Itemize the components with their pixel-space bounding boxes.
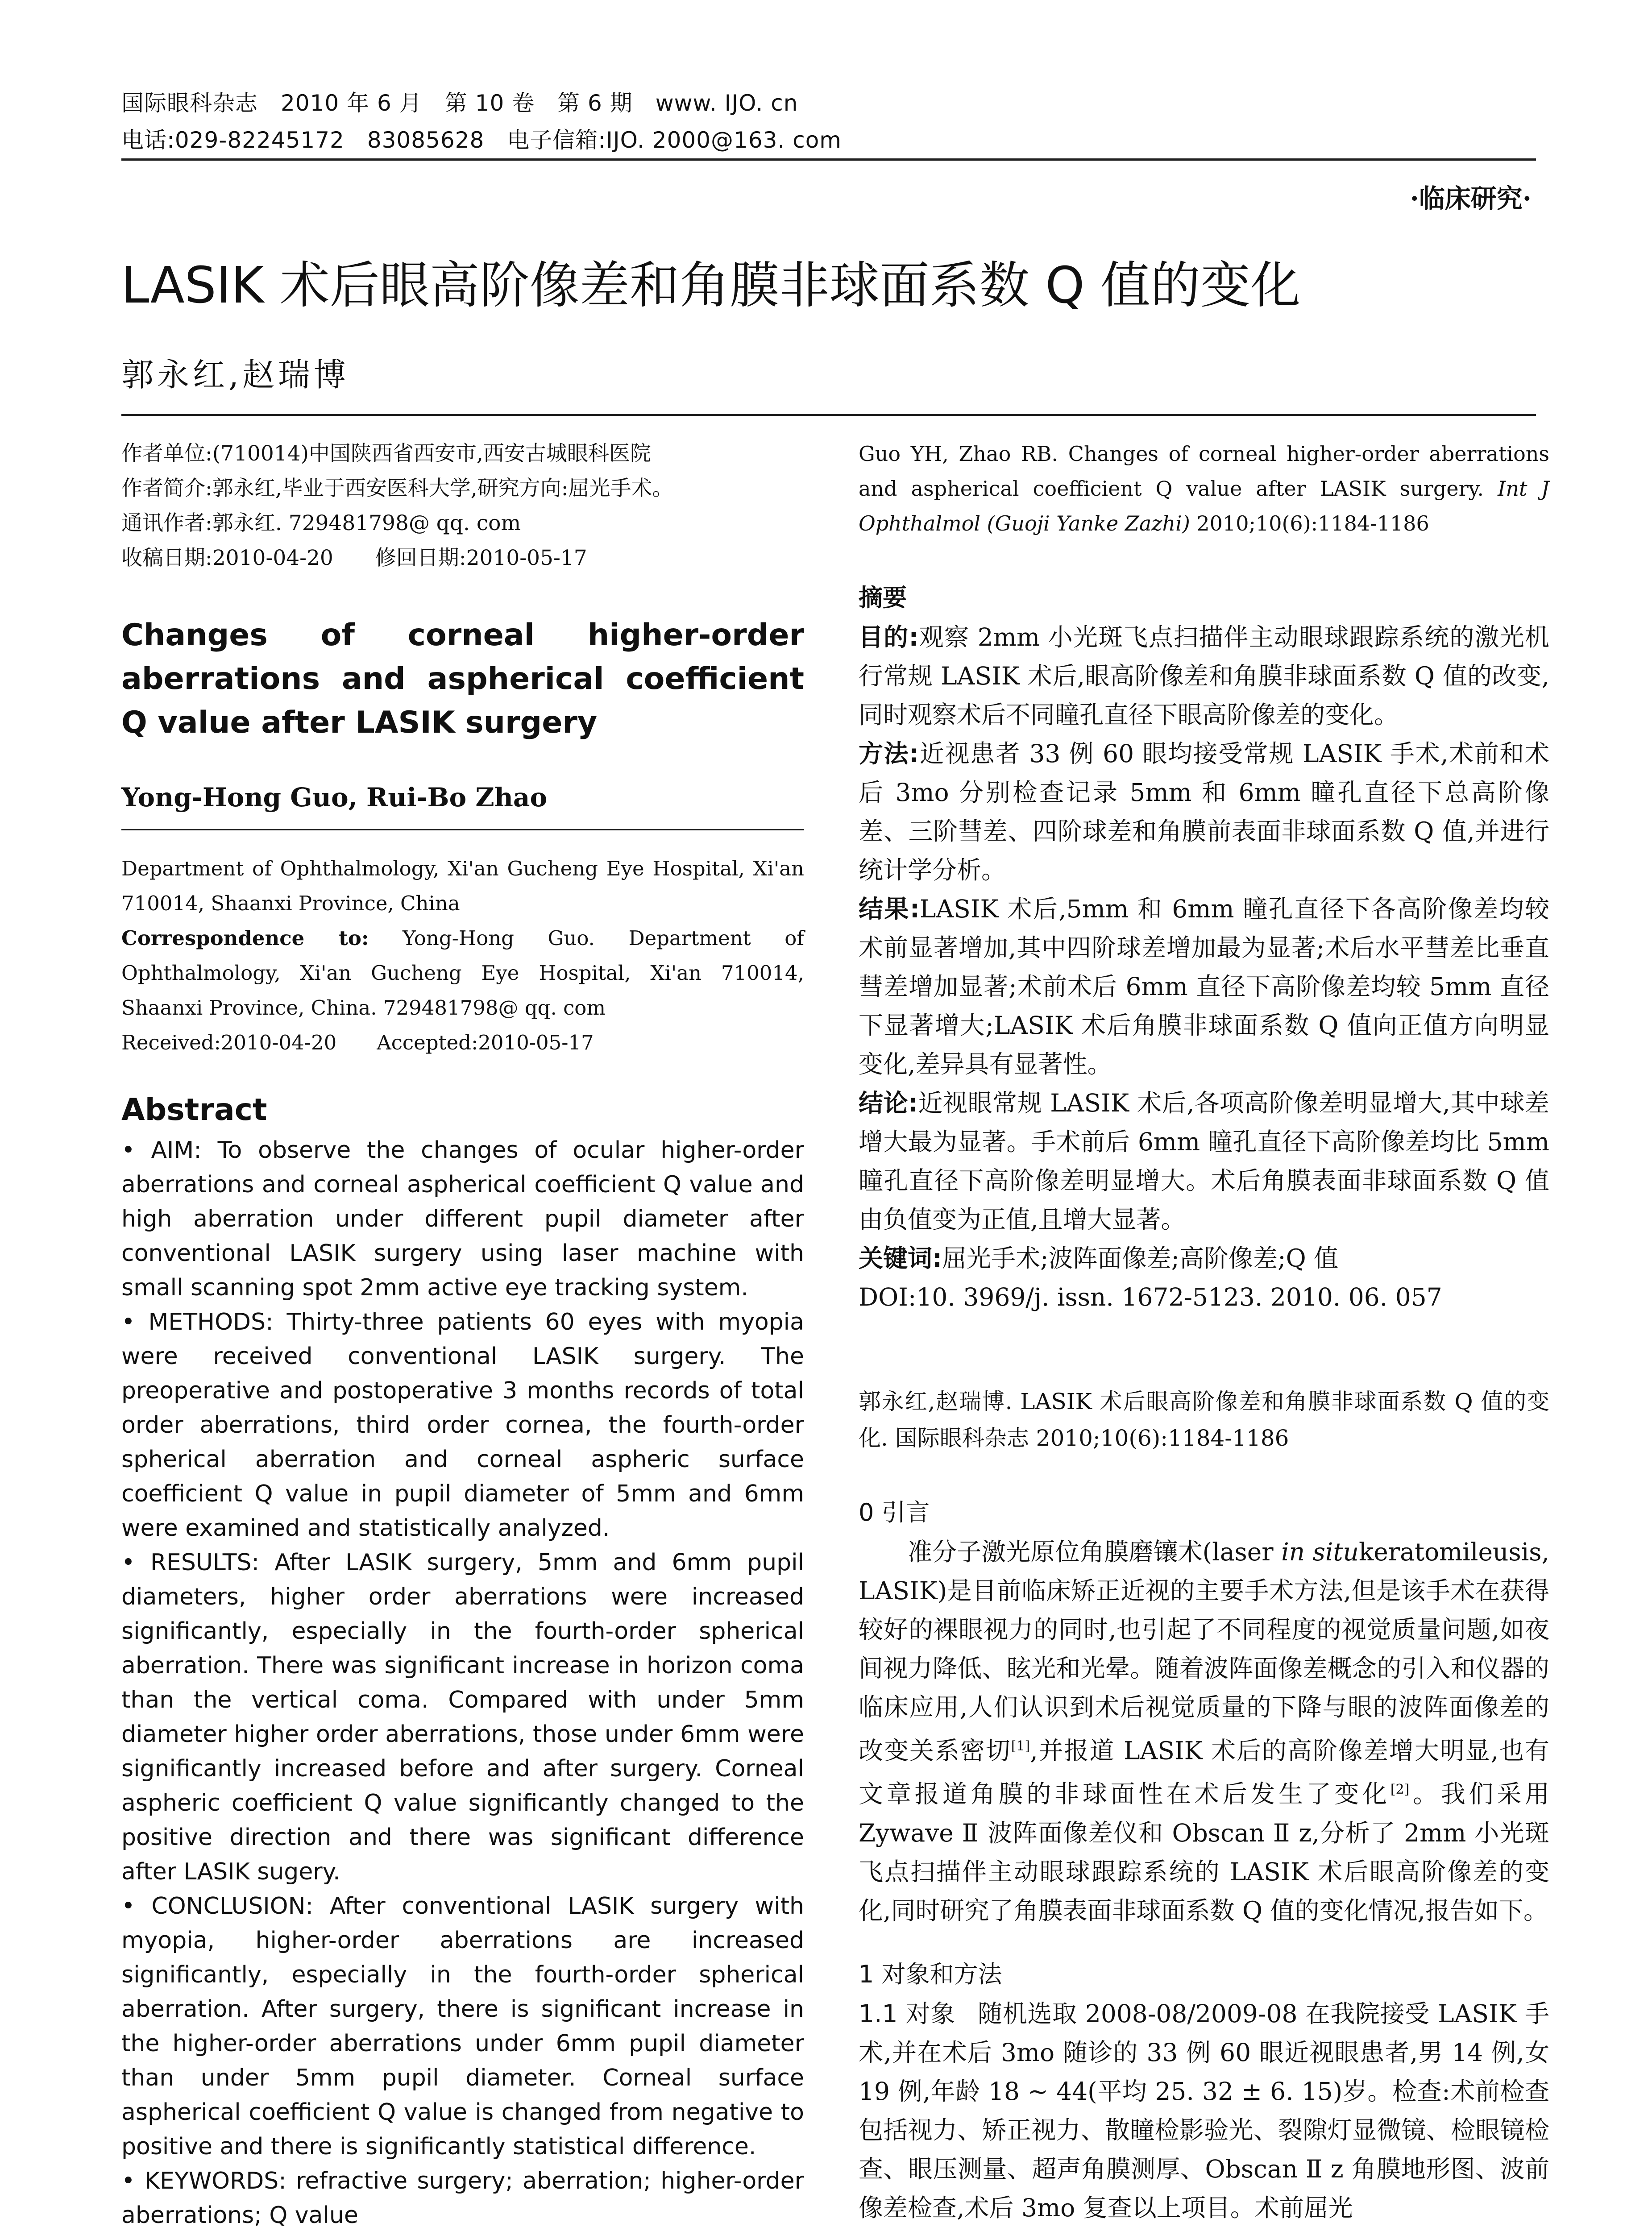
authors-zh: 郭永红,赵瑞博 [121, 356, 349, 394]
abstract-zh-methods [859, 734, 1549, 890]
methods-heading: 1 对象和方法 [859, 1960, 1002, 1988]
author-bio: 作者简介:郭永红,毕业于西安医科大学,研究方向:屈光手术。 [121, 476, 673, 501]
methods-text: 随机选取 2008-08/2009-08 在我院接受 LASIK 手术,并在术后 3mo 随诊的 33 例 60 眼近视眼患者,男 14 例,女 19 例,年龄 18 ~ 44(平均 25. 32 ± 6. 15)岁。检查:术前检查包括视力、矫正视力、散瞳检影验光、裂隙灯显微镜、检眼镜检查、眼压测量、超声角膜测厚、Obscan Ⅱ z 角膜地形图、波前像差检查,术后 3mo 复查以上项目。术前屈光 [859, 1999, 1550, 2222]
intro-paragraph [859, 1533, 1549, 1930]
abstract-zh-body [859, 618, 1549, 1317]
abstract-zh-aim [859, 618, 1549, 734]
abstract-en-results: • RESULTS: After LASIK surgery, 5mm and 6mm pupil diameters, higher order aberrations were increased significantly, especially in the fourth-order spherical aberration. There was significant increase in horizon coma than the vertical coma. Compared with under 5mm diameter higher order aberrations, those under 6mm were significantly increased before and after surgery. Corneal aspheric coefficient Q value significantly changed to the positive direction and there was significant difference after LASIK sugery. [121, 1549, 804, 1885]
correspondence-en [121, 921, 804, 1025]
correspondence-text: Yong-Hong Guo. Department of Ophthalmology, Xi'an Gucheng Eye Hospital, Xi'an 710014, Shaanxi Province, China. 729481798@ qq. com [121, 926, 804, 1020]
intro-heading: 0 引言 [859, 1498, 930, 1526]
abstract-en-keywords: • KEYWORDS: refractive surgery; aberration; higher-order aberrations; Q value [121, 2168, 804, 2229]
journal-header-line2: 电话:029-82245172 83085628 电子信箱:IJO. 2000@163. com [121, 127, 842, 153]
authors-en: Yong-Hong Guo, Rui-Bo Zhao [121, 782, 548, 813]
author-info [121, 436, 818, 576]
aim-label: 目的: [859, 623, 919, 651]
abstract-zh-results [859, 890, 1549, 1084]
received-en: Received:2010-04-20 Accepted:2010-05-17 [121, 1031, 594, 1054]
intro-text-a: 准分子激光原位角膜磨镶术(laser [908, 1538, 1282, 1566]
title-rule [121, 414, 1536, 416]
methods-paragraph [859, 1995, 1549, 2227]
received-dates-zh: 收稿日期:2010-04-20 修回日期:2010-05-17 [121, 546, 587, 570]
conclusion-label: 结论: [859, 1089, 918, 1117]
abstract-en-methods: • METHODS: Thirty-three patients 60 eyes with myopia were received conventional LASIK surgery. The preoperative and postoperative 3 months records of total order aberrations, third order cornea, the fourth-order spherical aberration and corneal aspheric surface coefficient Q value in pupil diameter of 5mm and 6mm were examined and statistically analyzed. [121, 1309, 804, 1542]
keywords-label: 关键词: [859, 1244, 942, 1273]
title-en: Changes of corneal higher-order aberrations and aspherical coefficient Q value after LASIK surgery [121, 618, 804, 740]
citation-en-journal: Int J Ophthalmol (Guoji Yanke Zazhi) [859, 477, 1549, 535]
methods-text: 近视患者 33 例 60 眼均接受常规 LASIK 手术,术前和术后 3mo 分别检查记录 5mm 和 6mm 瞳孔直径下总高阶像差、三阶彗差、四阶球差和角膜前表面非球面系数 Q 值,并进行统计学分析。 [859, 739, 1549, 884]
keywords-text: 屈光手术;波阵面像差;高阶像差;Q 值 [942, 1244, 1339, 1273]
citation-en-authors: Guo YH, Zhao RB. Changes of corneal higher-order aberrations and aspherical coefficient Q value after LASIK surgery. [859, 442, 1549, 501]
methods-label: 方法: [859, 739, 919, 768]
methods-sub-label: 1.1 对象 [859, 1999, 955, 2028]
author-unit: 作者单位:(710014)中国陕西省西安市,西安古城眼科医院 [121, 441, 651, 466]
intro-ref-2: [2] [1390, 1782, 1410, 1798]
authors-rule [121, 829, 804, 830]
abstract-en-heading: Abstract [121, 1092, 267, 1128]
corresponding-author: 通讯作者:郭永红. 729481798@ qq. com [121, 511, 521, 535]
citation-en [859, 436, 1549, 541]
results-label: 结果: [859, 895, 920, 923]
affiliation-block [121, 851, 804, 1060]
header-rule [121, 158, 1536, 161]
abstract-zh-conclusion [859, 1084, 1549, 1239]
abstract-en-body [121, 1133, 804, 2231]
conclusion-text: 近视眼常规 LASIK 术后,各项高阶像差明显增大,其中球差增大最为显著。手术前后 6mm 瞳孔直径下高阶像差均比 5mm 瞳孔直径下高阶像差明显增大。术后角膜表面非球面系数 Q 值由负值变为正值,且增大显著。 [859, 1089, 1549, 1234]
section-tag: ·临床研究· [1410, 183, 1532, 214]
abstract-zh-keywords [859, 1239, 1549, 1278]
abstract-zh-heading: 摘要 [859, 584, 907, 612]
intro-ref-1: [1] [1011, 1738, 1030, 1754]
intro-text-b: keratomileusis, LASIK)是目前临床矫正近视的主要手术方法,但是该手术在获得较好的裸眼视力的同时,也引起了不同程度的视觉质量问题,如夜间视力降低、眩光和光晕。随着波阵面像差概念的引入和仪器的临床应用,人们认识到术后视觉质量的下降与眼的波阵面像差的改变关系密切 [859, 1538, 1549, 1765]
aim-text: 观察 2mm 小光斑飞点扫描伴主动眼球跟踪系统的激光机行常规 LASIK 术后,眼高阶像差和角膜非球面系数 Q 值的改变,同时观察术后不同瞳孔直径下眼高阶像差的变化。 [859, 623, 1549, 729]
intro-text-c: ,并报道 LASIK 术后的高阶像差增大明显,也有文章报道角膜的非球面性在术后发生了变化 [859, 1736, 1549, 1808]
citation-en-volume: 2010;10(6):1184-1186 [1190, 511, 1429, 535]
title-zh: LASIK 术后眼高阶像差和角膜非球面系数 Q 值的变化 [121, 257, 1301, 315]
journal-header-line1: 国际眼科杂志 2010 年 6 月 第 10 卷 第 6 期 www. IJO. cn [121, 90, 798, 116]
abstract-en-aim: • AIM: To observe the changes of ocular higher-order aberrations and corneal aspherical coefficient Q value and high aberration under different pupil diameter after conventional LASIK surgery using laser machine with small scanning spot 2mm active eye tracking system. [121, 1137, 804, 1301]
affiliation-en: Department of Ophthalmology, Xi'an Gucheng Eye Hospital, Xi'an 710014, Shaanxi Province, China [121, 857, 804, 915]
intro-italic: in situ [1281, 1538, 1359, 1566]
intro-text-d: 。我们采用 Zywave Ⅱ 波阵面像差仪和 Obscan Ⅱ z,分析了 2mm 小光斑飞点扫描伴主动眼球跟踪系统的 LASIK 术后眼高阶像差的变化,同时研究了角膜表面非球面系数 Q 值的变化情况,报告如下。 [859, 1779, 1549, 1925]
results-text: LASIK 术后,5mm 和 6mm 瞳孔直径下各高阶像差均较术前显著增加,其中四阶球差增加最为显著;术后水平彗差比垂直彗差增加显著;术前术后 6mm 直径下高阶像差均较 5mm 直径下显著增大;LASIK 术后角膜非球面系数 Q 值向正值方向明显变化,差异具有显著性。 [859, 895, 1550, 1078]
doi: DOI:10. 3969/j. issn. 1672-5123. 2010. 06. 057 [859, 1283, 1442, 1311]
abstract-en-conclusion: • CONCLUSION: After conventional LASIK surgery with myopia, higher-order aberrations are increased significantly, especially in the fourth-order spherical aberration. After surgery, there is significant increase in the higher-order aberrations under 6mm pupil diameter than under 5mm pupil diameter. Corneal surface aspherical coefficient Q value is changed from negative to positive and there is significantly statistical difference. [121, 1893, 804, 2160]
correspondence-label: Correspondence to: [121, 926, 369, 950]
citation-zh: 郭永红,赵瑞博. LASIK 术后眼高阶像差和角膜非球面系数 Q 值的变化. 国际眼科杂志 2010;10(6):1184-1186 [859, 1389, 1549, 1451]
